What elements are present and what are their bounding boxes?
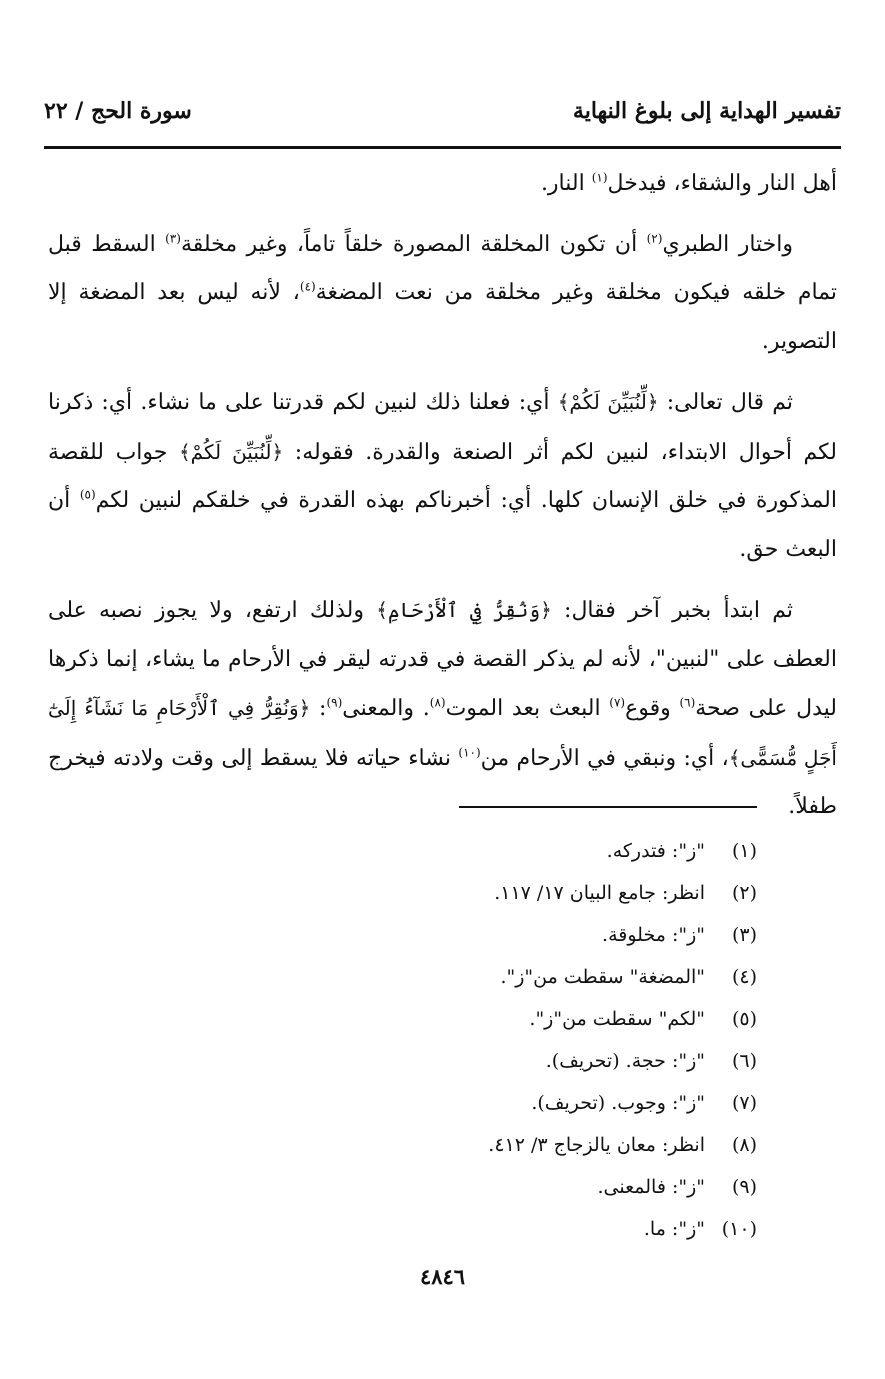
footnote-item bbox=[48, 1208, 757, 1250]
footnote-item bbox=[48, 1082, 757, 1124]
footnote-text: "المضغة" سقطت من"ز". bbox=[500, 966, 705, 988]
footnote-ref: (٨) bbox=[429, 695, 446, 710]
footnote-ref: (٢) bbox=[646, 231, 663, 246]
footnote-number: (٤) bbox=[731, 966, 757, 988]
text-run: جواب للقصة المذكورة في خلق الإنسان كلها. أي: أخبرناكم بهذه القدرة في خلقكم لنبين لكم bbox=[48, 439, 837, 513]
text-run: ثم ابتدأ بخبر آخر فقال: bbox=[551, 598, 793, 623]
text-run: ثم قال تعالى: bbox=[658, 390, 794, 415]
text-run: . والمعنى bbox=[342, 696, 430, 721]
footnote-item bbox=[48, 914, 757, 956]
footnote-separator bbox=[459, 806, 757, 808]
main-text bbox=[48, 160, 837, 844]
footnote-number: (٢) bbox=[731, 882, 757, 904]
footnote-item bbox=[48, 830, 757, 872]
paragraph-1 bbox=[48, 160, 837, 209]
footnote-number: (٧) bbox=[731, 1092, 757, 1114]
paragraph-3 bbox=[48, 378, 837, 574]
footnote-text: "لكم" سقطت من"ز". bbox=[529, 1008, 705, 1030]
quran-quote: ﴿لِّنُبَيِّنَ لَكُمْ﴾ bbox=[178, 439, 284, 464]
footnote-text: انظر: جامع البيان ١٧/ ١١٧. bbox=[494, 882, 705, 904]
running-header bbox=[44, 98, 841, 138]
page-number: ٤٨٤٦ bbox=[419, 1264, 466, 1289]
footnote-number: (٩) bbox=[731, 1176, 757, 1198]
footnote-number: (١٠) bbox=[721, 1218, 757, 1240]
footnote-ref: (٤) bbox=[299, 279, 316, 294]
footnote-ref: (٩) bbox=[326, 695, 343, 710]
text-run: أن تكون المخلقة المصورة خلقاً تاماً، وغير مخلقة bbox=[180, 231, 647, 257]
footnote-text: "ز": مخلوقة. bbox=[602, 924, 705, 946]
text-run: السقط قبل تمام خلقه فيكون مخلقة وغير مخلقة من نعت المضغة bbox=[48, 231, 837, 305]
footnote-text: "ز": وجوب. (تحريف). bbox=[531, 1092, 705, 1114]
quran-quote: ﴿وَنُقِرُّ فِي ٱلْأَرْحَامِ﴾ bbox=[376, 598, 552, 622]
surah-label: سورة الحج / ٢٢ bbox=[44, 98, 192, 124]
footnote-number: (٦) bbox=[731, 1050, 757, 1072]
quran-quote: ﴿وَنُقِرُّ فِي ٱلْأَرْحَامِ مَا نَشَآءُ إِلَىٰٓ أَجَلٍ مُّسَمًّى﴾ bbox=[48, 696, 837, 770]
text-run: أي: فعلنا ذلك لنبين لكم قدرتنا على ما نشاء. أي: ذكرنا لكم أحوال الابتداء، لنبين لكم أثر الصنعة والقدرة. فقوله: bbox=[48, 390, 838, 465]
text-run: البعث بعد الموت bbox=[445, 696, 610, 721]
quran-quote: ﴿لِّنُبَيِّنَ لَكُمْ﴾ bbox=[557, 390, 659, 414]
footnote-item bbox=[48, 998, 757, 1040]
text-run: ، أي: ونبقي في الأرحام من bbox=[480, 745, 729, 771]
footnote-ref: (٥) bbox=[79, 487, 96, 502]
text-run: وقوع bbox=[625, 696, 680, 721]
footnote-ref: (١٠) bbox=[458, 745, 481, 760]
text-run: ولذلك ارتفع، ولا يجوز نصبه على العطف على "لنبين"، لأنه لم يذكر القصة في قدرته ليقر في الأرحام ما يشاء، إنما ذكرها ليدل على صحة bbox=[48, 598, 837, 721]
footnote-item bbox=[48, 956, 757, 998]
text-run: نشاء حياته فلا يسقط إلى وقت ولادته فيخرج طفلاً. bbox=[48, 745, 837, 819]
footnote-number: (٣) bbox=[731, 924, 757, 946]
footnote-ref: (٦) bbox=[679, 695, 696, 710]
footnote-item bbox=[48, 1040, 757, 1082]
text-run: النار. bbox=[540, 171, 592, 196]
text-run: واختار الطبري bbox=[662, 231, 794, 257]
text-run: : bbox=[310, 696, 327, 721]
footnote-ref: (٣) bbox=[165, 231, 181, 246]
footnote-text: "ز": فتدركه. bbox=[606, 840, 705, 862]
footnote-item bbox=[48, 1124, 757, 1166]
text-run: ، لأنه ليس بعد المضغة إلا التصوير. bbox=[48, 280, 837, 354]
footnote-number: (١) bbox=[731, 840, 757, 862]
footnote-item bbox=[48, 1166, 757, 1208]
footnotes-list bbox=[48, 830, 757, 1250]
paragraph-2 bbox=[48, 221, 837, 367]
footnote-ref: (١) bbox=[591, 170, 608, 185]
footnote-text: "ز": فالمعنى. bbox=[597, 1176, 705, 1198]
footnote-number: (٥) bbox=[731, 1008, 757, 1030]
header-rule bbox=[44, 146, 841, 149]
text-run: أهل النار والشقاء، فيدخل bbox=[607, 171, 837, 196]
footnote-number: (٨) bbox=[731, 1134, 757, 1156]
footnote-text: "ز": حجة. (تحريف). bbox=[545, 1050, 705, 1072]
footnote-item bbox=[48, 872, 757, 914]
footnote-text: انظر: معان يالزجاج ٣/ ٤١٢. bbox=[488, 1134, 705, 1156]
book-title: تفسير الهداية إلى بلوغ النهاية bbox=[572, 98, 841, 124]
text-run: أن البعث حق. bbox=[48, 488, 837, 562]
paragraph-4 bbox=[48, 586, 837, 832]
footnote-ref: (٧) bbox=[609, 695, 626, 710]
footnote-text: "ز": ما. bbox=[643, 1218, 705, 1240]
